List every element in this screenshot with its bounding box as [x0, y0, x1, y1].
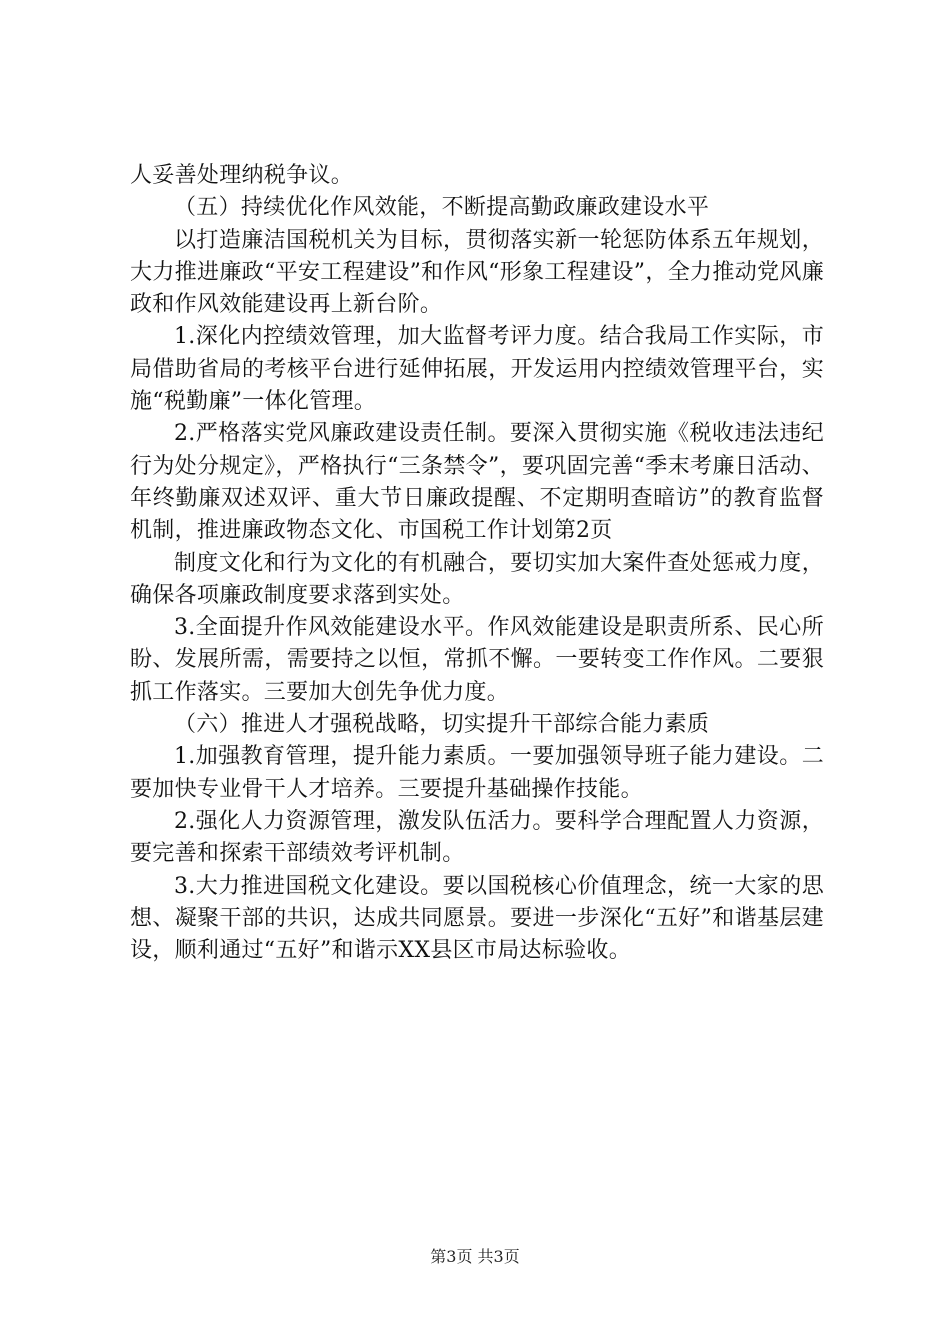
- paragraph: 2.强化人力资源管理，激发队伍活力。要科学合理配置人力资源，要完善和探索干部绩效考评机制。: [130, 808, 824, 867]
- paragraph: 制度文化和行为文化的有机融合，要切实加大案件查处惩戒力度，确保各项廉政制度要求落到实处。: [130, 550, 824, 608]
- paragraph: 人妥善处理纳税争议。: [130, 163, 354, 188]
- paragraph: 以打造廉洁国税机关为目标，贯彻落实新一轮惩防体系五年规划，大力推进廉政“平安工程建设”和作风“形象工程建设”，全力推动党风廉政和作风效能建设再上新台阶。: [130, 227, 824, 318]
- page-footer: 第3页 共3页: [430, 1247, 520, 1266]
- paragraph: 3.大力推进国税文化建设。要以国税核心价值理念，统一大家的思想、凝聚干部的共识，达成共同愿景。要进一步深化“五好”和谐基层建设，顺利通过“五好”和谐示XX县区市局达标验收。: [130, 873, 824, 964]
- paragraph: 2.严格落实党风廉政建设责任制。要深入贯彻实施《税收违法违纪行为处分规定》，严格执行“三条禁令”，要巩固完善“季末考廉日活动、年终勤廉双述双评、重大节日廉政提醒、不定期明查暗访”的教育监督机制，推进廉政物态文化、市国税工作计划第2页: [130, 421, 824, 544]
- paragraph: 1.加强教育管理，提升能力素质。一要加强领导班子能力建设。二要加快专业骨干人才培养。三要提升基础操作技能。: [130, 744, 824, 802]
- paragraph: 3.全面提升作风效能建设水平。作风效能建设是职责所系、民心所盼、发展所需，需要持之以恒，常抓不懈。一要转变工作作风。二要狠抓工作落实。三要加大创先争优力度。: [130, 615, 824, 705]
- paragraph: （六）推进人才强税战略，切实提升干部综合能力素质: [174, 712, 710, 738]
- paragraph: （五）持续优化作风效能，不断提高勤政廉政建设水平: [174, 195, 710, 221]
- document-body: [130, 160, 824, 967]
- paragraph: 1.深化内控绩效管理，加大监督考评力度。结合我局工作实际，市局借助省局的考核平台进行延伸拓展，开发运用内控绩效管理平台，实施“税勤廉”一体化管理。: [130, 324, 824, 415]
